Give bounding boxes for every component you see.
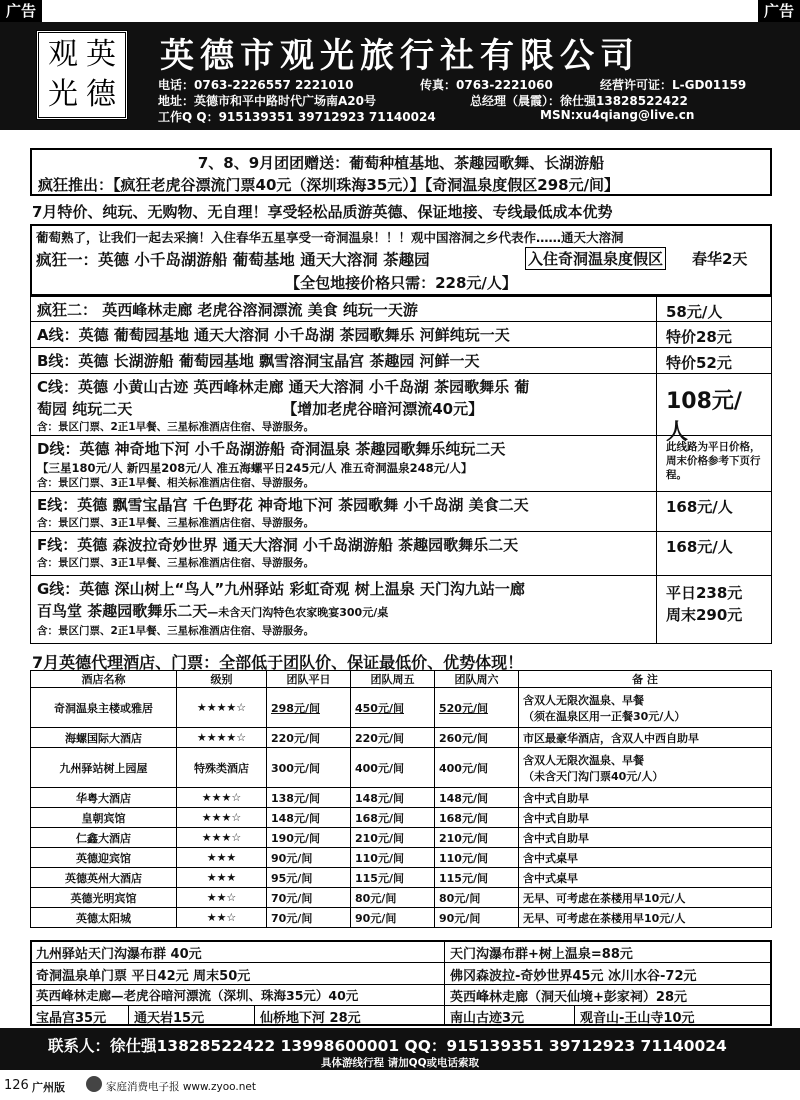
crazy1-hotel: 入住奇洞温泉度假区	[525, 247, 666, 270]
promo-line1: 7、8、9月团团赠送：葡萄种植基地、茶趣园歌舞、长湖游船	[197, 154, 605, 172]
route-text: D线：英德 神奇地下河 小千岛湖游船 奇洞温泉 茶趣园歌舞乐纯玩二天	[37, 440, 506, 458]
route-price-weekend: 周末290元	[666, 606, 743, 624]
route-text: C线：英德 小黄山古迹 英西峰林走廊 通天大溶洞 小千岛湖 茶园歌舞乐 葡	[37, 378, 530, 396]
table-row: 华粤大酒店 ★★★☆ 138元/间 148元/间 148元/间 含中式自助早	[31, 788, 772, 808]
ad-label-left: 广告	[0, 0, 42, 22]
route-note: 含：景区门票、2正1早餐、三星标准酒店住宿、导游服务。	[37, 421, 315, 433]
table-row: 英德英州大酒店 ★★★ 95元/间 115元/间 115元/间 含中式桌早	[31, 868, 772, 888]
ticket: 英西峰林走廊—老虎谷暗河漂流（深圳、珠海35元）40元	[36, 988, 359, 1003]
address: 地址：英德市和平中路时代广场南A20号	[158, 94, 376, 108]
ticket: 仙桥地下河 28元	[260, 1011, 361, 1026]
table-row: 英德光明宾馆 ★★☆ 70元/间 80元/间 80元/间 无早、可考虑在茶楼用早10元/人	[31, 888, 772, 908]
footer	[0, 1028, 800, 1070]
ticket: 通天岩15元	[134, 1011, 205, 1026]
brand-circle-icon	[86, 1076, 102, 1092]
route-row	[30, 374, 772, 445]
promo-box	[30, 148, 772, 196]
col-header: 酒店名称	[31, 671, 177, 688]
license: 经营许可证：L-GD01159	[600, 78, 747, 92]
header	[0, 22, 800, 130]
page-edition: 广州版	[32, 1081, 65, 1094]
route-text: G线：英德 深山树上“鸟人”九州驿站 彩虹奇观 树上温泉 天门沟九站一廊	[37, 580, 525, 598]
col-header: 团队平日	[267, 671, 351, 688]
table-row: 仁鑫大酒店 ★★★☆ 190元/间 210元/间 210元/间 含中式自助早	[31, 828, 772, 848]
table-row: 海螺国际大酒店 ★★★★☆ 220元/间 220元/间 260元/间 市区最豪华酒店，含双人中西自助早	[31, 728, 772, 748]
route-row	[30, 348, 772, 374]
msn: MSN:xu4qiang@live.cn	[540, 108, 695, 122]
col-header: 备 注	[519, 671, 772, 688]
ticket: 南山古迹3元	[450, 1011, 525, 1026]
crazy1-box	[30, 224, 772, 296]
route-text: 疯狂二： 英西峰林走廊 老虎谷溶洞漂流 美食 纯玩一天游	[37, 301, 418, 319]
crazy1-route: 疯狂一：英德 小千岛湖游船 葡萄基地 通天大溶洞 茶趣园	[36, 251, 430, 269]
route-price-weekday: 平日238元	[666, 584, 743, 602]
route-note: 含：景区门票、3正1早餐、三星标准酒店住宿、导游服务。	[37, 557, 315, 569]
route-note: 含：景区门票、2正1早餐、三星标准酒店住宿、导游服务。	[37, 625, 315, 637]
promo-line2: 疯狂推出：【疯狂老虎谷漂流门票40元（深圳珠海35元）】【奇洞温泉度假区298元/间】	[38, 176, 620, 194]
col-header: 团队周五	[351, 671, 435, 688]
route-row	[30, 436, 772, 492]
manager: 总经理（晨霞）：徐仕强13828522422	[470, 94, 688, 108]
page-footer	[0, 1070, 800, 1100]
ticket: 观音山-王山寺10元	[580, 1011, 695, 1026]
route-extra: 【增加老虎谷暗河漂流40元】	[282, 400, 484, 418]
table-row: 皇朝宾馆 ★★★☆ 148元/间 168元/间 168元/间 含中式自助早	[31, 808, 772, 828]
logo: 观 英 光 德	[36, 30, 128, 120]
table-row: 九州驿站树上园屋 特殊类酒店 300元/间 400元/间 400元/间 含双人无限次温泉、早餐 （未含天门沟门票40元/人）	[31, 748, 772, 788]
route-text-cont: 萄园 纯玩二天	[37, 400, 133, 418]
route-row	[30, 492, 772, 532]
route-price: 特价52元	[666, 354, 732, 372]
ticket: 九州驿站天门沟瀑布群 40元	[36, 947, 202, 962]
footer-sub: 具体游线行程 请加QQ或电话索取	[320, 1057, 479, 1069]
route-price: 168元/人	[666, 538, 733, 556]
work-qq: 工作Q Q：915139351 39712923 71140024	[158, 110, 436, 124]
phone: 电话：0763-2226557 2221010	[158, 78, 354, 92]
page-slogan: 家庭消费电子报 www.zyoo.net	[106, 1081, 256, 1093]
ticket: 佛冈森波拉-奇妙世界45元 冰川水谷-72元	[450, 969, 697, 984]
july-headline: 7月特价、纯玩、无购物、无自理！享受轻松品质游英德、保证地接、专线最低成本优势	[32, 203, 613, 221]
hotel-headline: 7月英德代理酒店、门票：全部低于团队价、保证最低价、优势体现！	[32, 653, 524, 672]
route-text: E线：英德 飘雪宝晶宫 千色野花 神奇地下河 茶园歌舞 小千岛湖 美食二天	[37, 496, 529, 514]
crazy1-intro: 葡萄熟了，让我们一起去采摘！入住春华五星享受一奇洞温泉！！！观中国溶洞之乡代表作……通天大溶洞	[36, 230, 624, 245]
footer-contact: 联系人：徐仕强13828522422 13998600001 QQ：915139351 39712923 71140024	[48, 1037, 727, 1055]
route-price: 58元/人	[666, 303, 723, 321]
route-text: A线：英德 葡萄园基地 通天大溶洞 小千岛湖 茶园歌舞乐 河鲜纯玩一天	[37, 326, 510, 344]
ad-label-right: 广告	[758, 0, 800, 22]
route-row	[30, 296, 772, 322]
route-text: B线：英德 长湖游船 葡萄园基地 飘雪溶洞宝晶宫 茶趣园 河鲜一天	[37, 352, 480, 370]
page-number: 126	[4, 1078, 29, 1093]
table-row: 英德迎宾馆 ★★★ 90元/间 110元/间 110元/间 含中式桌早	[31, 848, 772, 868]
route-text: F线：英德 森波拉奇妙世界 通天大溶洞 小千岛湖游船 茶趣园歌舞乐二天	[37, 536, 519, 554]
route-row	[30, 532, 772, 576]
route-price: 108元/人	[666, 389, 742, 445]
route-text-cont: 【三星180元/人 新四星208元/人 准五海螺平日245元/人 准五奇洞温泉248元/人】	[37, 461, 473, 475]
hotel-table	[30, 670, 772, 928]
route-price: 此线路为平日价格，周末价格参考下页行程。	[666, 441, 761, 481]
ticket: 奇洞温泉单门票 平日42元 周末50元	[36, 969, 251, 984]
ticket: 天门沟瀑布群+树上温泉=88元	[450, 947, 633, 962]
route-note: 含：景区门票、3正1早餐、相关标准酒店住宿、导游服务。	[37, 477, 315, 489]
route-price: 168元/人	[666, 498, 733, 516]
route-row	[30, 576, 772, 644]
col-header: 团队周六	[435, 671, 519, 688]
fax: 传真：0763-2221060	[420, 78, 553, 92]
hotel-table-header	[31, 671, 772, 688]
route-extra: —未含天门沟特色农家晚宴300元/桌	[207, 606, 389, 619]
route-note: 含：景区门票、3正1早餐、三星标准酒店住宿、导游服务。	[37, 517, 315, 529]
company-name: 英德市观光旅行社有限公司	[160, 36, 640, 76]
route-price: 特价28元	[666, 328, 732, 346]
table-row: 奇洞温泉主楼或雅居 ★★★★☆ 298元/间 450元/间 520元/间 含双人无限次温泉、早餐 （须在温泉区用一正餐30元/人）	[31, 688, 772, 728]
ticket: 宝晶宫35元	[36, 1011, 107, 1026]
ticket: 英西峰林走廊（洞天仙境+彭家祠）28元	[450, 990, 687, 1005]
ticket-box	[30, 940, 772, 1026]
route-text-cont: 百鸟堂 茶趣园歌舞乐二天	[37, 602, 208, 620]
route-row	[30, 322, 772, 348]
crazy1-price: 【全包地接价格只需：228元/人】	[285, 274, 517, 292]
col-header: 级别	[177, 671, 267, 688]
crazy1-hotel-suffix: 春华2天	[692, 250, 748, 268]
table-row: 英德太阳城 ★★☆ 70元/间 90元/间 90元/间 无早、可考虑在茶楼用早10元/人	[31, 908, 772, 928]
